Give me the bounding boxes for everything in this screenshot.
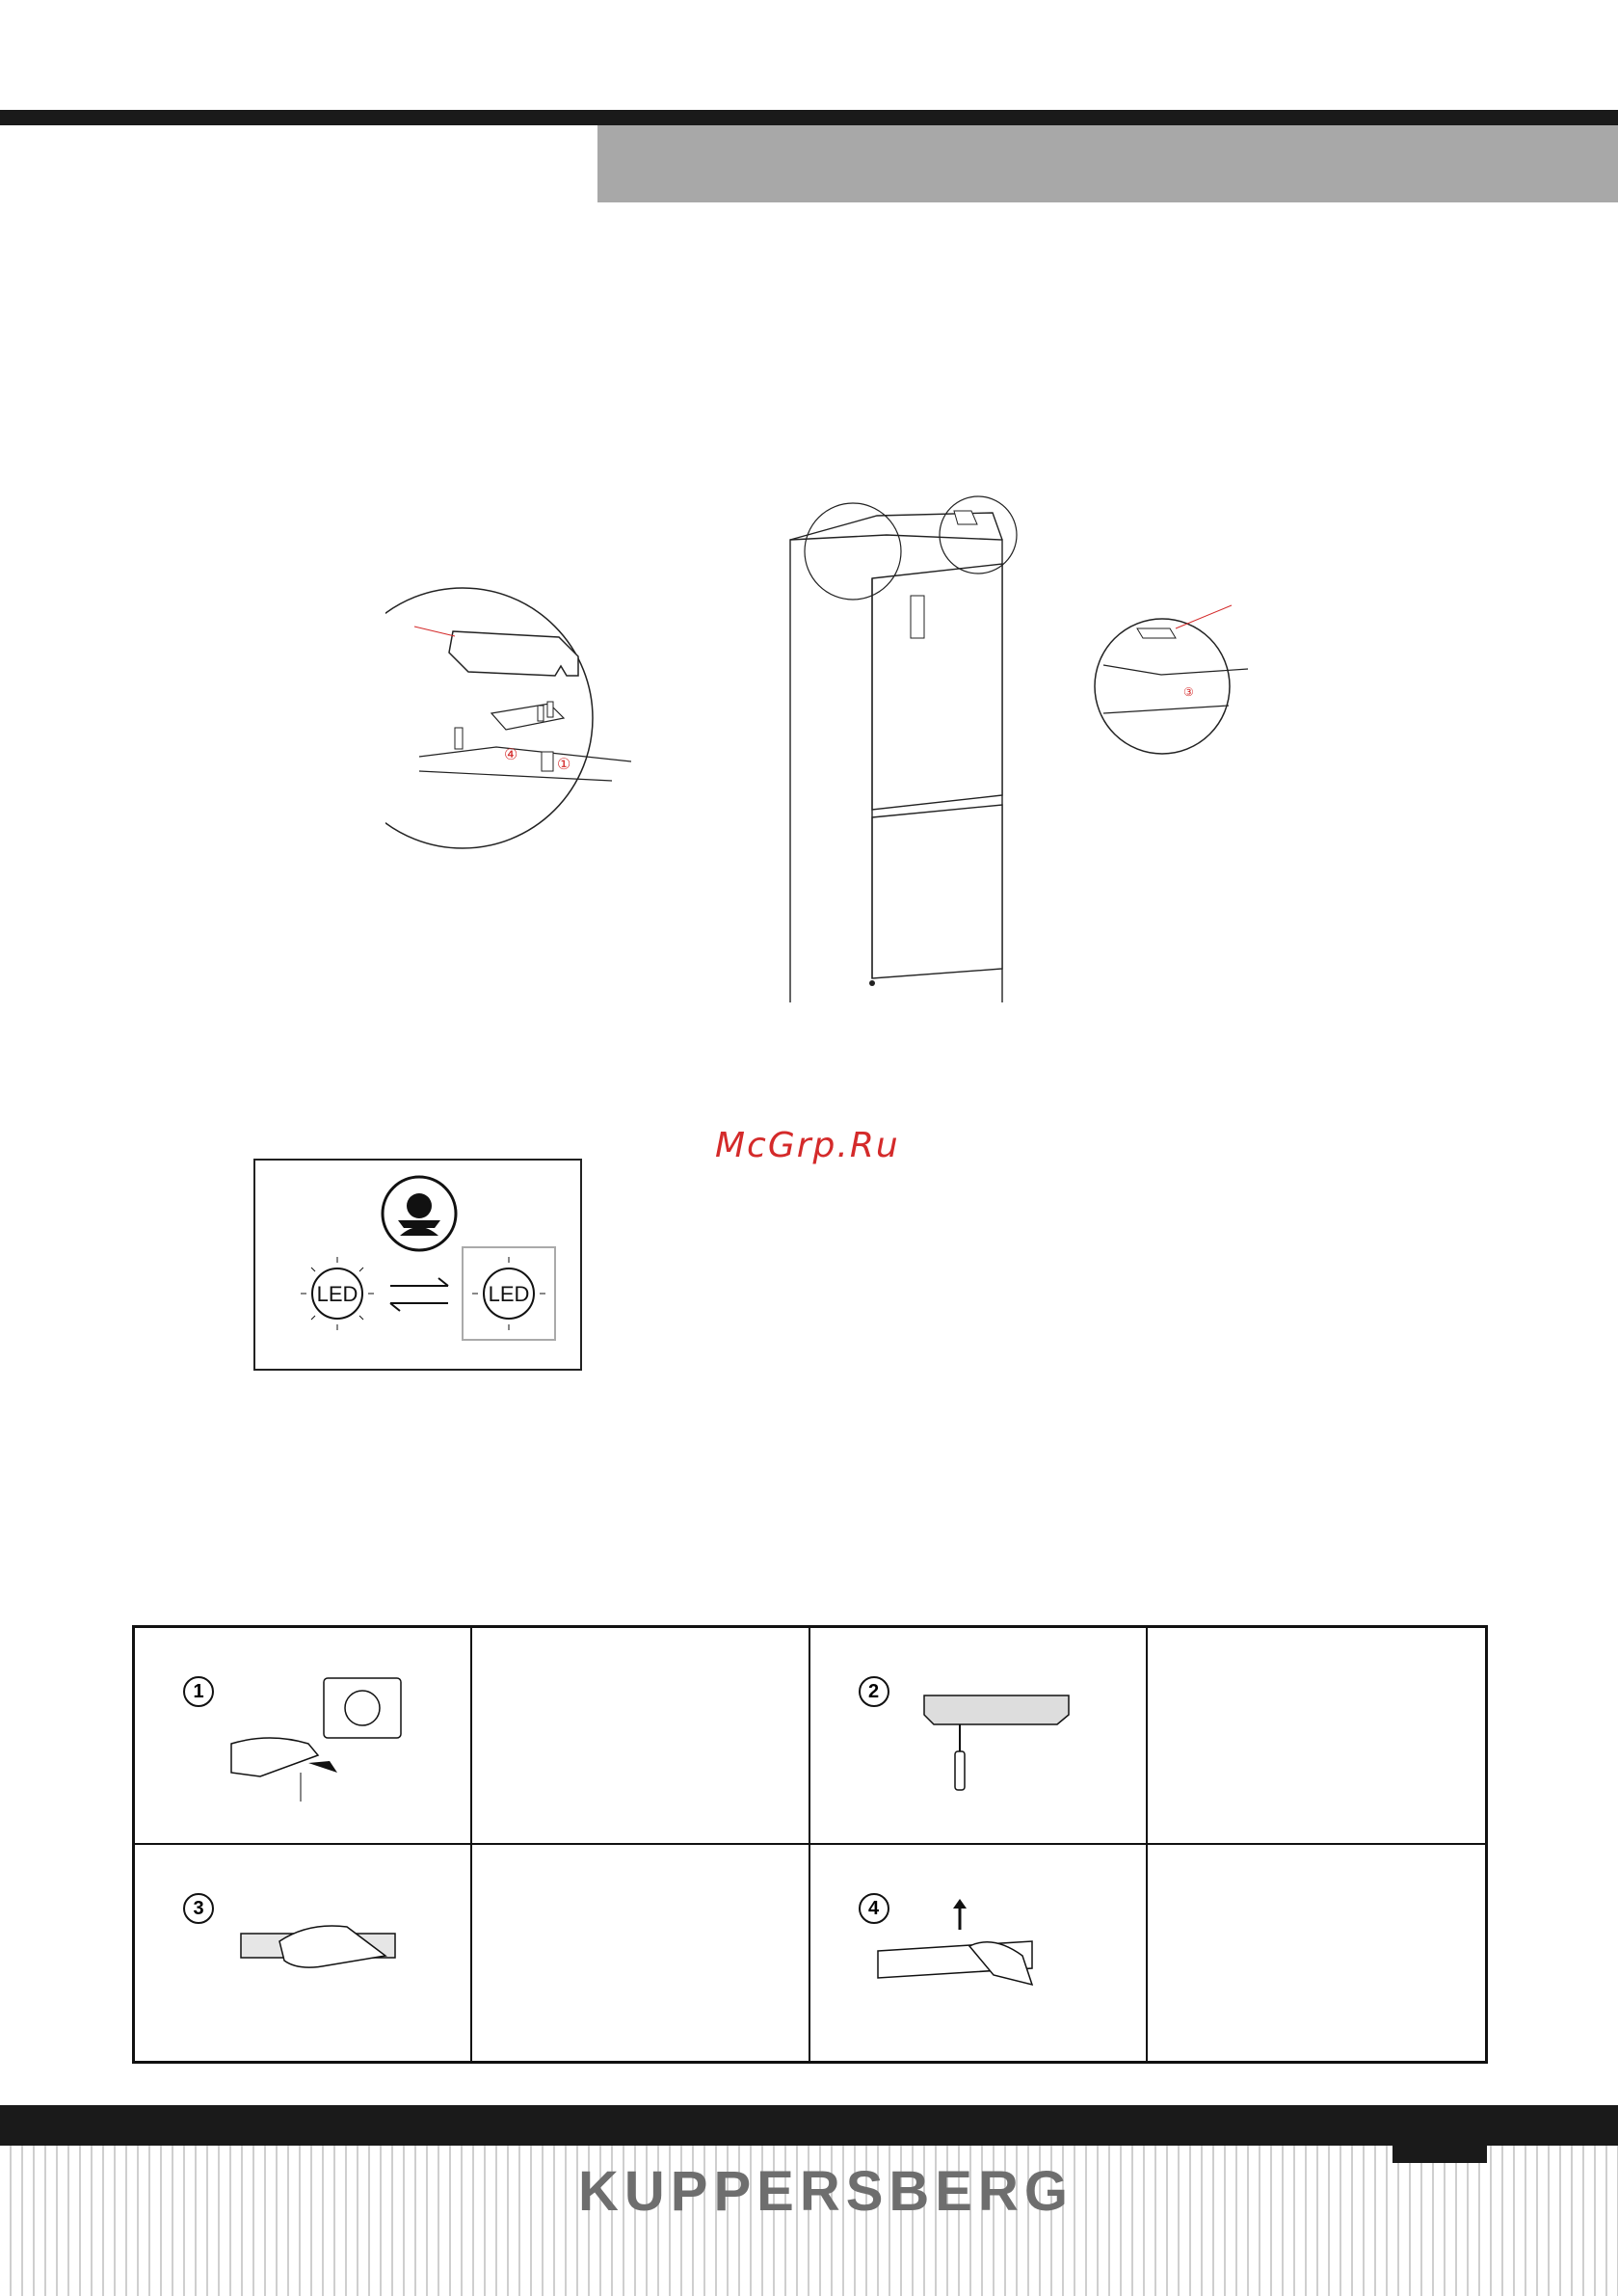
marker-3: ③: [1183, 685, 1194, 699]
step-1-text-cell: [472, 1628, 809, 1845]
hinge-detail-right: [1095, 605, 1248, 754]
brand-logo: KUPPERSBERG: [578, 2160, 1074, 2223]
fridge-door-reversal-figure: [385, 482, 1253, 1002]
marker-1: ①: [557, 755, 571, 773]
led-service-icon: [253, 1159, 582, 1371]
page-number-tab: [1393, 2146, 1487, 2163]
hinge-detail-left: [385, 588, 631, 848]
step-2-image-cell: [810, 1628, 1148, 1845]
step-4-number: 4: [859, 1893, 889, 1924]
disconnect-connector-icon: [810, 1845, 1147, 2062]
fridge-body: [790, 513, 1002, 1002]
step-2-text-cell: [1148, 1628, 1485, 1845]
svg-text:LED: LED: [488, 1282, 530, 1306]
remove-cover-icon: [135, 1845, 471, 2062]
footer-bar: [0, 2105, 1618, 2146]
screwdriver-icon: [810, 1628, 1147, 1845]
section-header-band: [597, 125, 1618, 202]
step-4-image-cell: [810, 1845, 1148, 2062]
marker-4: ④: [504, 745, 518, 763]
step-1-image-cell: [135, 1628, 472, 1845]
step-4-text-cell: [1148, 1845, 1485, 2062]
led-bulb-left: [301, 1257, 374, 1330]
svg-text:LED: LED: [316, 1282, 358, 1306]
step-3-text-cell: [472, 1845, 809, 2062]
step-3-number: 3: [183, 1893, 214, 1924]
swap-arrows-icon: [390, 1278, 448, 1311]
step-3-image-cell: [135, 1845, 472, 2062]
step-1-number: 1: [183, 1676, 214, 1707]
step-2-number: 2: [859, 1676, 889, 1707]
top-bar: [0, 110, 1618, 125]
watermark: McGrp.Ru: [715, 1126, 900, 1165]
technician-icon: [383, 1177, 456, 1250]
steps-table: [132, 1625, 1488, 2064]
led-bulb-right: [463, 1247, 555, 1340]
led-service-graphic: [255, 1161, 580, 1369]
unplug-icon: [135, 1628, 471, 1845]
